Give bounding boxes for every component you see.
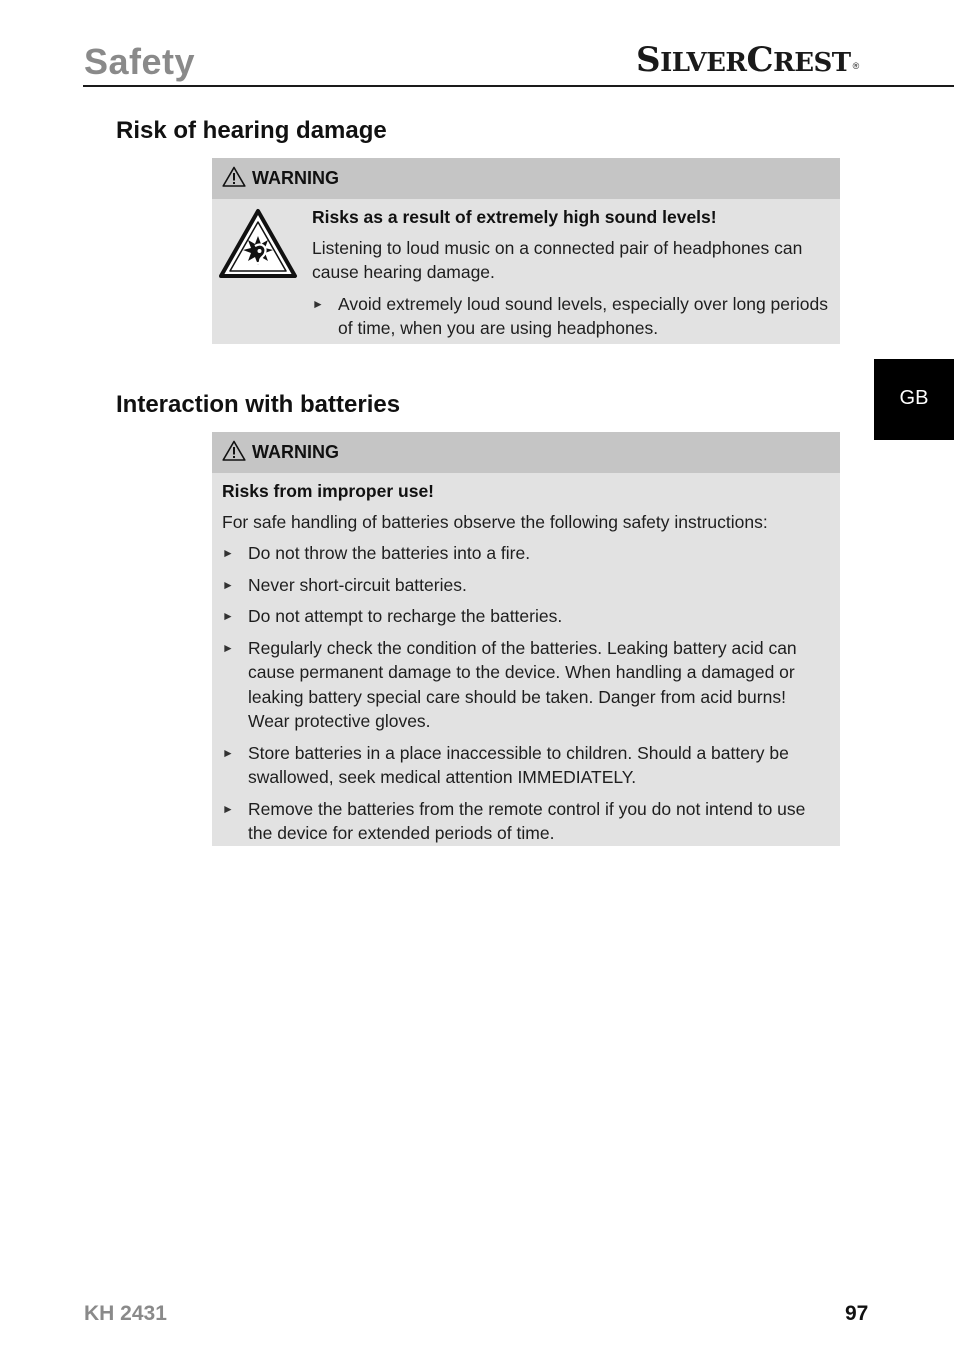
arrow-right-icon: ► [222,609,234,623]
page-header [0,0,954,90]
warning-headline: Risks as a result of extremely high sound levels! [312,207,717,227]
warning-label: WARNING [252,168,339,188]
footer-page-number: 97 [845,1302,869,1325]
list-item: ► Remove the batteries from the remote control if you do not intend to use the device for extended periods of time. [222,797,830,846]
list-item: ► Regularly check the condition of the batteries. Leaking battery acid can cause permanent damage to the device. When handling a damaged or leaking battery special care should be taken. Danger from acid burns! Wear protective gloves. [222,636,830,734]
list-item: ► Do not attempt to recharge the batteries. [222,604,830,629]
warning-header [212,432,840,473]
brand-logo: SILVERCREST ® [636,40,859,80]
arrow-right-icon: ► [312,296,324,311]
warning-label: WARNING [252,442,339,462]
arrow-right-icon: ► [222,640,234,655]
warning-triangle-icon [222,166,246,187]
arrow-right-icon: ► [222,577,234,592]
warning-box-hearing [212,158,840,344]
warning-headline: Risks from improper use! [222,481,434,501]
list-item: ► Never short-circuit batteries. [222,573,830,598]
warning-triangle-icon [222,440,246,461]
warning-paragraph: For safe handling of batteries observe the following safety instructions: [222,511,768,532]
header-divider [83,85,954,87]
language-tab: GB [874,359,954,440]
list-item: ► Store batteries in a place inaccessible to children. Should a battery be swallowed, seek medical attention IMMEDIATELY. [222,741,830,790]
warning-box-batteries [212,432,840,846]
arrow-right-icon: ► [222,546,234,560]
footer-model: KH 2431 [84,1302,167,1325]
list-item: ► Do not throw the batteries into a fire. [222,541,830,566]
warning-paragraph: Listening to loud music on a connected pair of headphones can cause hearing damage. [312,237,803,282]
arrow-right-icon: ► [222,801,234,816]
section-title-batteries: Interaction with batteries [116,391,401,418]
arrow-right-icon: ► [222,745,234,760]
hearing-damage-icon [218,205,312,348]
page-title: Safety [84,41,196,82]
section-title-hearing: Risk of hearing damage [116,117,387,144]
warning-header [212,158,840,199]
list-item: ► Avoid extremely loud sound levels, especially over long periods of time, when you are using headphones. [312,292,830,341]
